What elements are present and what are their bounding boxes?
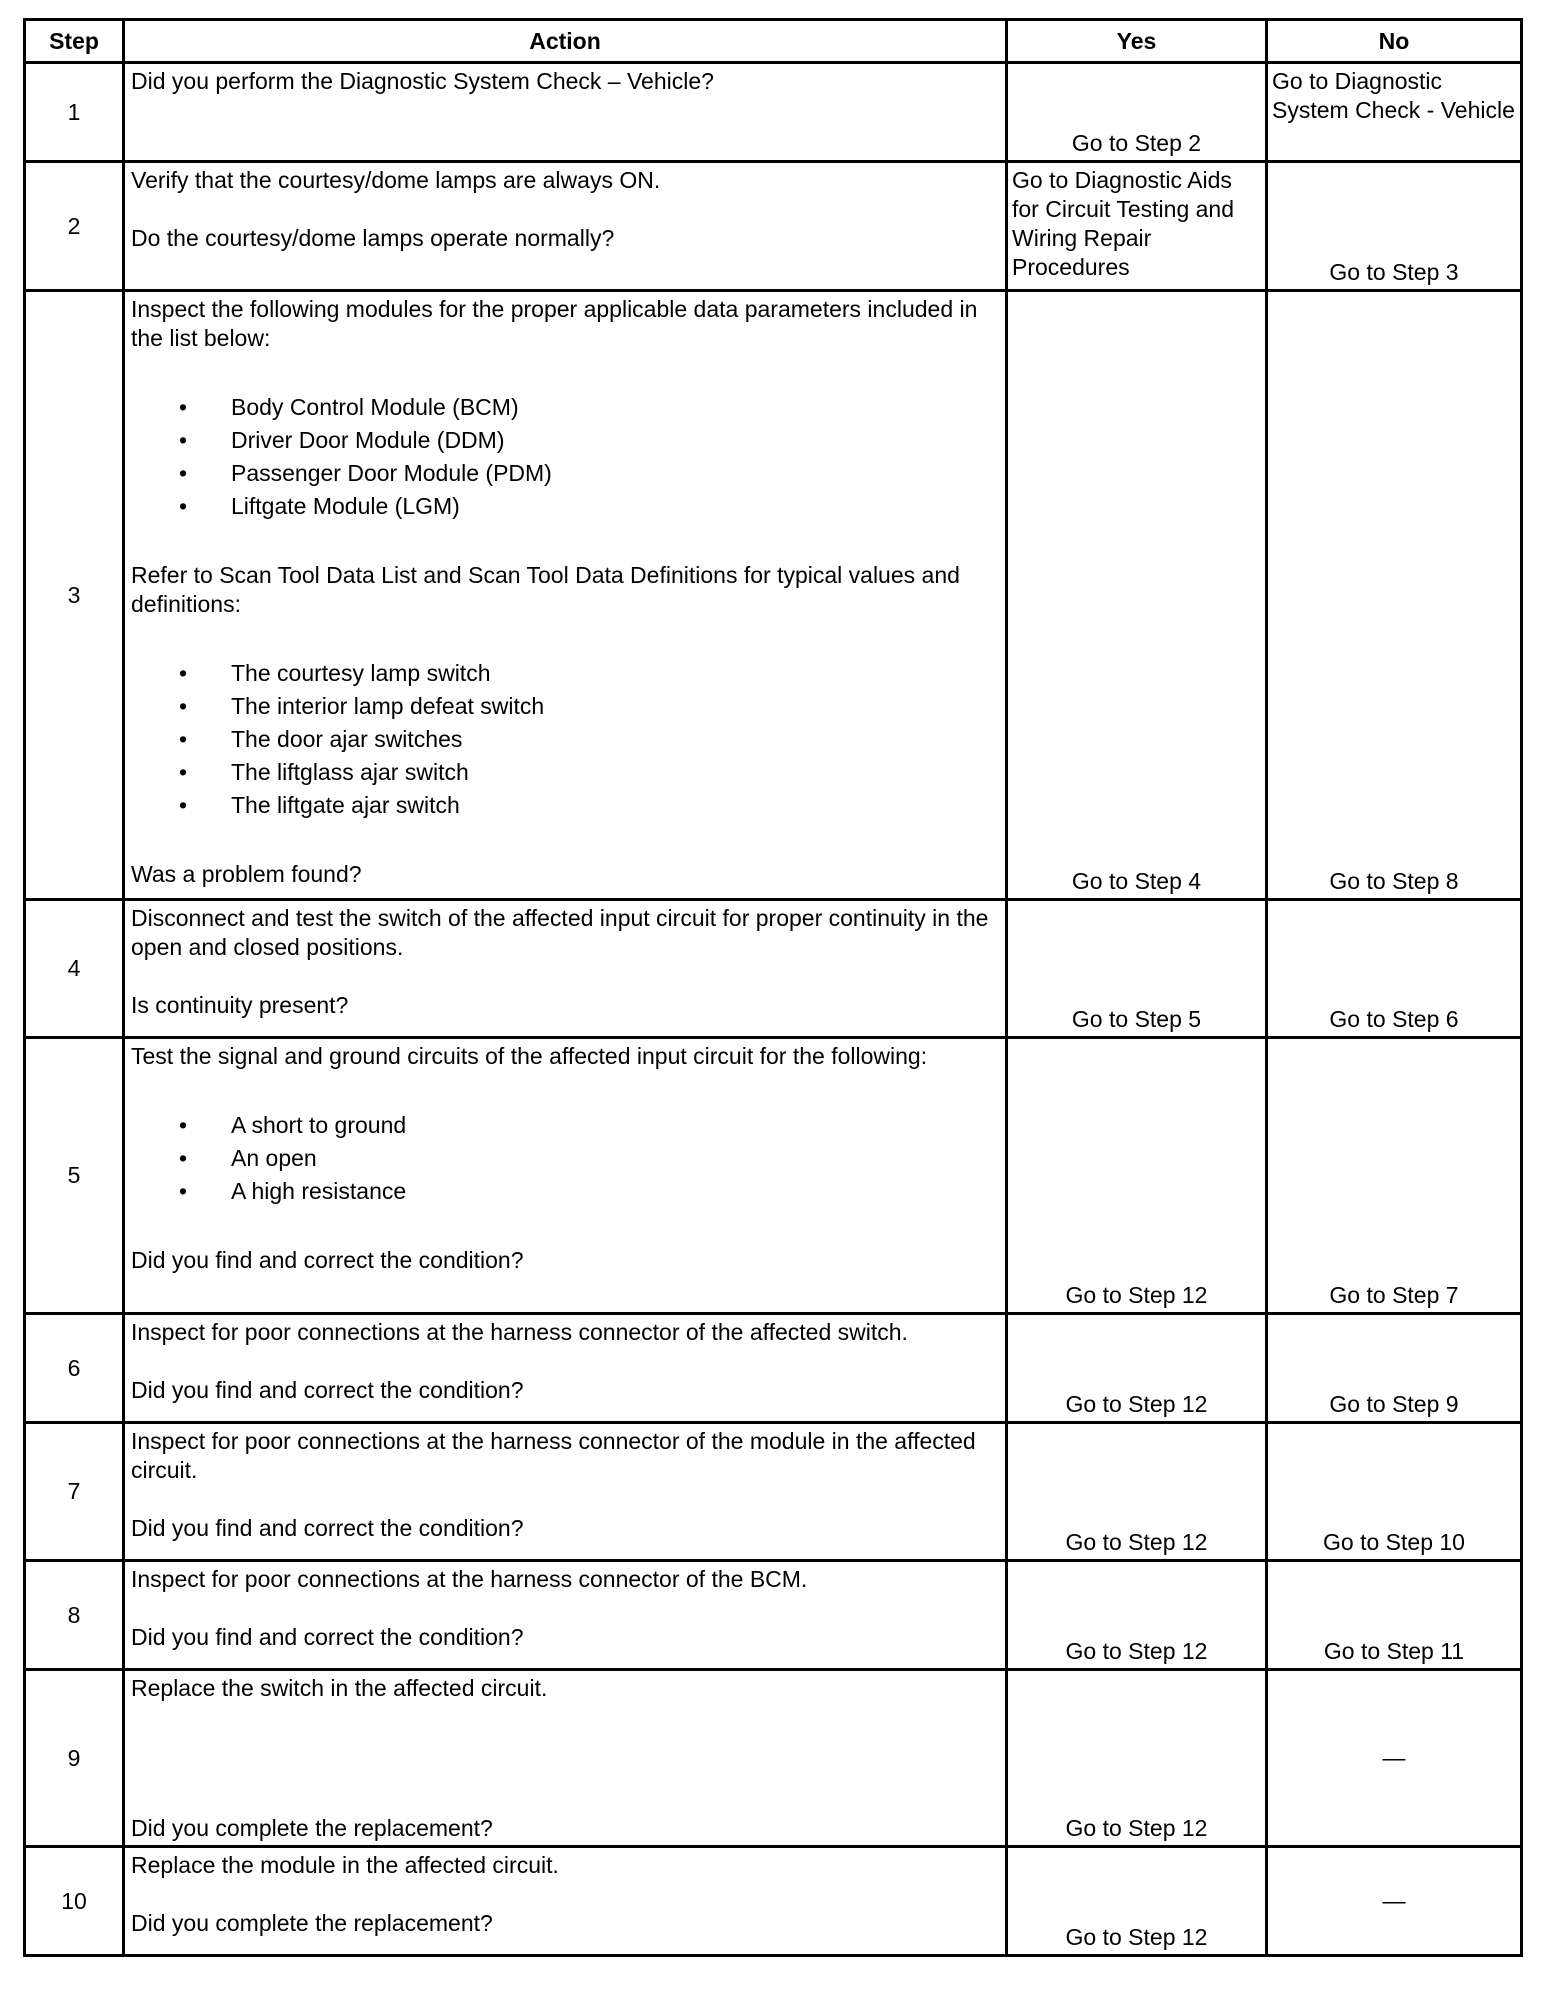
yes-cell	[1007, 1038, 1267, 1314]
step-row-8	[25, 1561, 1522, 1670]
action-question: Did you find and correct the condition?	[131, 1247, 524, 1273]
yes-result: Go to Step 5	[1071, 1006, 1202, 1032]
yes-result: Go to Step 12	[1065, 1529, 1208, 1555]
action-text: Refer to Scan Tool Data List and Scan Tool Data Definitions for typical values and definitions:	[131, 562, 960, 617]
step-row-9	[25, 1670, 1522, 1847]
no-result: Go to Step 7	[1329, 1282, 1459, 1308]
action-header: Action	[124, 20, 1007, 63]
diagnostic-table	[23, 18, 1523, 1957]
no-cell	[1267, 63, 1522, 162]
yes-result: Go to Step 12	[1065, 1282, 1208, 1308]
step-number: 7	[25, 1423, 124, 1561]
no-result: Go to Step 6	[1329, 1006, 1459, 1032]
yes-cell	[1007, 1423, 1267, 1561]
action-text: Inspect for poor connections at the harness connector of the module in the affected circuit.	[131, 1428, 976, 1483]
step-number: 4	[25, 900, 124, 1038]
yes-result: Go to Diagnostic Aids for Circuit Testing and Wiring Repair Procedures	[1012, 167, 1235, 280]
list-item: • The interior lamp defeat switch	[131, 690, 999, 723]
list-item: • A short to ground	[131, 1109, 999, 1142]
step-number: 2	[25, 162, 124, 291]
step-row-5	[25, 1038, 1522, 1314]
step-number: 9	[25, 1670, 124, 1847]
yes-result: Go to Step 12	[1065, 1638, 1208, 1664]
action-cell	[124, 291, 1007, 900]
step-row-4	[25, 900, 1522, 1038]
no-cell	[1267, 1847, 1522, 1956]
action-question: Is continuity present?	[131, 992, 349, 1018]
list-item: • The courtesy lamp switch	[131, 657, 999, 690]
yes-result: Go to Step 2	[1071, 130, 1202, 156]
header-row	[25, 20, 1522, 63]
step-number: 6	[25, 1314, 124, 1423]
switch-list	[131, 657, 999, 822]
action-text: Disconnect and test the switch of the affected input circuit for proper continuity in the open and closed positions.	[131, 905, 989, 960]
action-cell	[124, 1314, 1007, 1423]
step-row-2	[25, 162, 1522, 291]
no-header: No	[1267, 20, 1522, 63]
yes-cell	[1007, 63, 1267, 162]
action-text: Inspect the following modules for the proper applicable data parameters included in the list below:	[131, 296, 978, 351]
no-cell	[1267, 1423, 1522, 1561]
no-result: Go to Diagnostic System Check - Vehicle	[1272, 68, 1515, 123]
step-header: Step	[25, 20, 124, 63]
yes-result: Go to Step 12	[1065, 1815, 1208, 1841]
step-row-10	[25, 1847, 1522, 1956]
step-number: 3	[25, 291, 124, 900]
yes-cell	[1007, 900, 1267, 1038]
action-text: Verify that the courtesy/dome lamps are always ON.	[131, 167, 661, 193]
no-cell	[1267, 162, 1522, 291]
action-text: Did you perform the Diagnostic System Check – Vehicle?	[131, 68, 714, 94]
yes-header: Yes	[1007, 20, 1267, 63]
list-item: • Driver Door Module (DDM)	[131, 424, 999, 457]
no-result: —	[1382, 1887, 1406, 1914]
action-cell	[124, 162, 1007, 291]
action-cell	[124, 63, 1007, 162]
action-question: Did you complete the replacement?	[131, 1815, 493, 1841]
no-cell	[1267, 1561, 1522, 1670]
no-result: —	[1382, 1744, 1406, 1771]
action-question: Did you complete the replacement?	[131, 1910, 493, 1936]
action-cell	[124, 1847, 1007, 1956]
action-question: Was a problem found?	[131, 861, 362, 887]
step-row-7	[25, 1423, 1522, 1561]
step-row-6	[25, 1314, 1522, 1423]
yes-cell	[1007, 1847, 1267, 1956]
step-number: 8	[25, 1561, 124, 1670]
no-cell	[1267, 1314, 1522, 1423]
step-row-3	[25, 291, 1522, 900]
action-question: Do the courtesy/dome lamps operate normally?	[131, 225, 615, 251]
list-item: • Liftgate Module (LGM)	[131, 490, 999, 523]
list-item: • Body Control Module (BCM)	[131, 391, 999, 424]
action-text: Inspect for poor connections at the harness connector of the BCM.	[131, 1566, 808, 1592]
list-item: • The liftgate ajar switch	[131, 789, 999, 822]
yes-cell	[1007, 162, 1267, 291]
list-item: • The liftglass ajar switch	[131, 756, 999, 789]
action-text: Replace the switch in the affected circuit.	[131, 1675, 548, 1701]
no-cell	[1267, 900, 1522, 1038]
action-text: Inspect for poor connections at the harness connector of the affected switch.	[131, 1319, 908, 1345]
no-cell	[1267, 291, 1522, 900]
yes-result: Go to Step 12	[1065, 1391, 1208, 1417]
action-question: Did you find and correct the condition?	[131, 1515, 524, 1541]
yes-result: Go to Step 4	[1071, 868, 1202, 894]
list-item: • Passenger Door Module (PDM)	[131, 457, 999, 490]
no-result: Go to Step 9	[1329, 1391, 1459, 1417]
action-cell	[124, 1670, 1007, 1847]
action-cell	[124, 1038, 1007, 1314]
condition-list	[131, 1109, 999, 1208]
no-cell	[1267, 1670, 1522, 1847]
action-text: Replace the module in the affected circuit.	[131, 1852, 559, 1878]
module-list	[131, 391, 999, 523]
action-text: Test the signal and ground circuits of the affected input circuit for the following:	[131, 1043, 928, 1069]
no-cell	[1267, 1038, 1522, 1314]
action-question: Did you find and correct the condition?	[131, 1377, 524, 1403]
action-cell	[124, 900, 1007, 1038]
step-number: 5	[25, 1038, 124, 1314]
action-cell	[124, 1423, 1007, 1561]
yes-cell	[1007, 291, 1267, 900]
action-question: Did you find and correct the condition?	[131, 1624, 524, 1650]
no-result: Go to Step 3	[1329, 259, 1459, 285]
action-cell	[124, 1561, 1007, 1670]
yes-cell	[1007, 1670, 1267, 1847]
step-number: 1	[25, 63, 124, 162]
yes-cell	[1007, 1561, 1267, 1670]
no-result: Go to Step 8	[1329, 868, 1459, 894]
no-result: Go to Step 10	[1323, 1529, 1465, 1555]
step-number: 10	[25, 1847, 124, 1956]
no-result: Go to Step 11	[1323, 1638, 1465, 1664]
yes-cell	[1007, 1314, 1267, 1423]
list-item: • An open	[131, 1142, 999, 1175]
step-row-1	[25, 63, 1522, 162]
yes-result: Go to Step 12	[1065, 1924, 1208, 1950]
list-item: • The door ajar switches	[131, 723, 999, 756]
list-item: • A high resistance	[131, 1175, 999, 1208]
